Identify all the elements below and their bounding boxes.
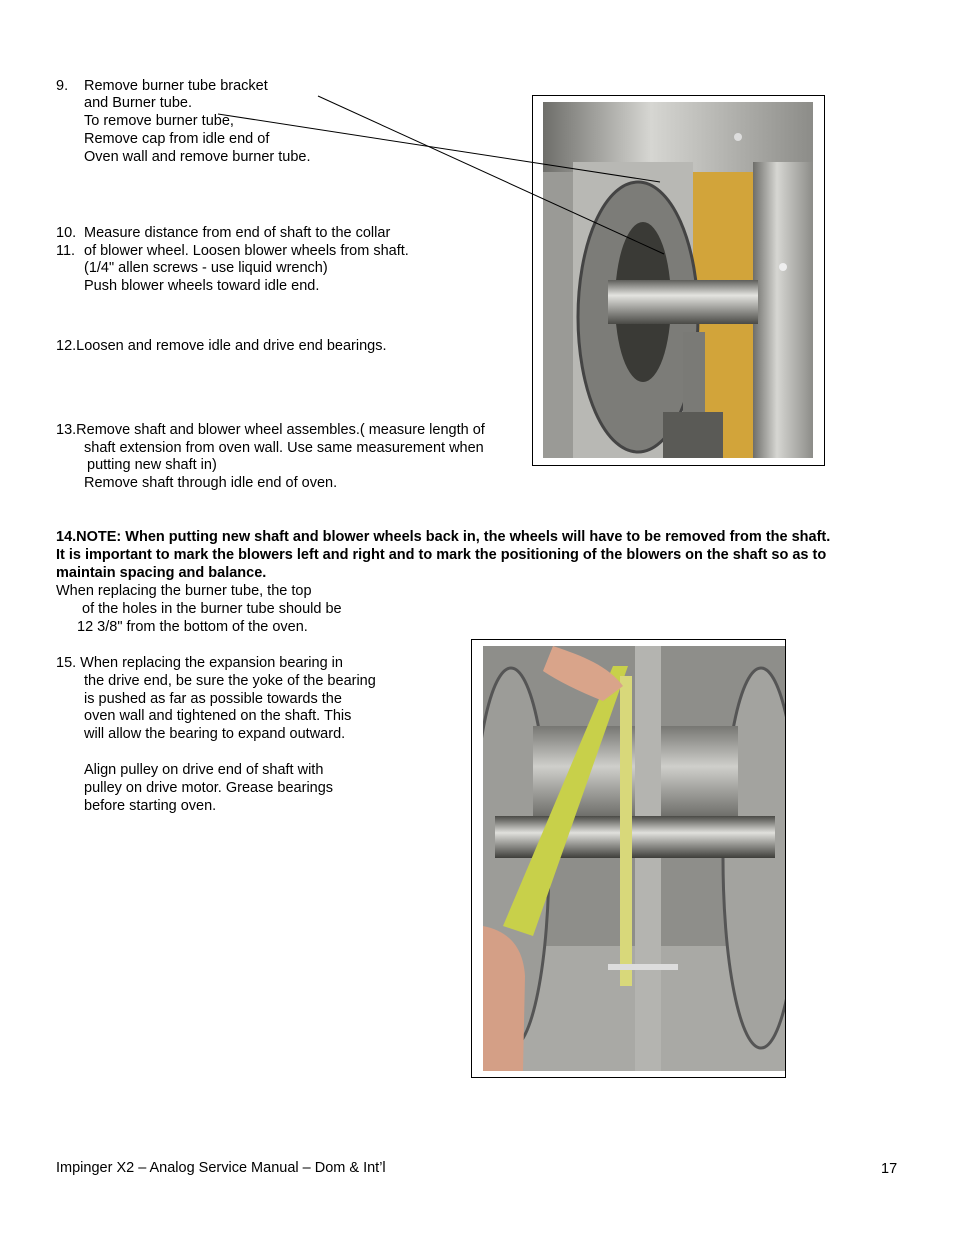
step-12-text: 12.Loosen and remove idle and drive end bearings. bbox=[56, 338, 387, 354]
step-9-line: Remove burner tube bracket bbox=[84, 78, 268, 94]
step-11-line: Push blower wheels toward idle end. bbox=[84, 278, 320, 294]
step-15-align-line: pulley on drive motor. Grease bearings bbox=[84, 780, 334, 796]
step-13-line: putting new shaft in) bbox=[87, 457, 217, 473]
note-14-bold-line: 14.NOTE: When putting new shaft and blower wheels back in, the wheels will have to be removed from the shaft. bbox=[56, 529, 831, 545]
note-14-bold-line: maintain spacing and balance. bbox=[56, 565, 267, 581]
leader-line-burner-tube bbox=[218, 114, 660, 182]
note-14-line: 12 3/8" from the bottom of the oven. bbox=[77, 619, 308, 635]
step-9-line: and Burner tube. bbox=[84, 95, 193, 111]
step-9-line: To remove burner tube, bbox=[84, 113, 234, 129]
step-11-number: 11. bbox=[56, 243, 76, 259]
page-number: 17 bbox=[881, 1161, 898, 1177]
step-9-number: 9. bbox=[56, 78, 69, 94]
step-15-line: will allow the bearing to expand outward. bbox=[84, 726, 346, 742]
step-10-text: Measure distance from end of shaft to the collar bbox=[84, 225, 391, 241]
step-13-line: 13.Remove shaft and blower wheel assembles.( measure length of bbox=[56, 422, 485, 438]
step-11-line: (1/4" allen screws - use liquid wrench) bbox=[84, 260, 328, 276]
step-15-line: 15. When replacing the expansion bearing in bbox=[56, 655, 343, 671]
step-15-line: oven wall and tightened on the shaft. This bbox=[84, 708, 352, 724]
step-11-line: of blower wheel. Loosen blower wheels from shaft. bbox=[84, 243, 409, 259]
step-15-align-line: Align pulley on drive end of shaft with bbox=[84, 762, 324, 778]
step-15-line: the drive end, be sure the yoke of the bearing bbox=[84, 673, 376, 689]
step-10-number: 10. bbox=[56, 225, 77, 241]
step-9-line: Oven wall and remove burner tube. bbox=[84, 149, 311, 165]
photo-burner-tube-measurement bbox=[483, 646, 785, 1071]
note-14-line: of the holes in the burner tube should be bbox=[82, 601, 342, 617]
step-15-line: is pushed as far as possible towards the bbox=[84, 691, 342, 707]
note-14-bold-line: It is important to mark the blowers left and right and to mark the positioning of the blowers on the shaft so as to bbox=[56, 547, 827, 563]
step-15-align-line: before starting oven. bbox=[84, 798, 217, 814]
footer-title: Impinger X2 – Analog Service Manual – Dom & Int’l bbox=[56, 1160, 386, 1176]
step-13-line: Remove shaft through idle end of oven. bbox=[84, 475, 338, 491]
step-13-line: shaft extension from oven wall. Use same measurement when bbox=[84, 440, 484, 456]
step-9-line: Remove cap from idle end of bbox=[84, 131, 270, 147]
note-14-line: When replacing the burner tube, the top bbox=[56, 583, 312, 599]
